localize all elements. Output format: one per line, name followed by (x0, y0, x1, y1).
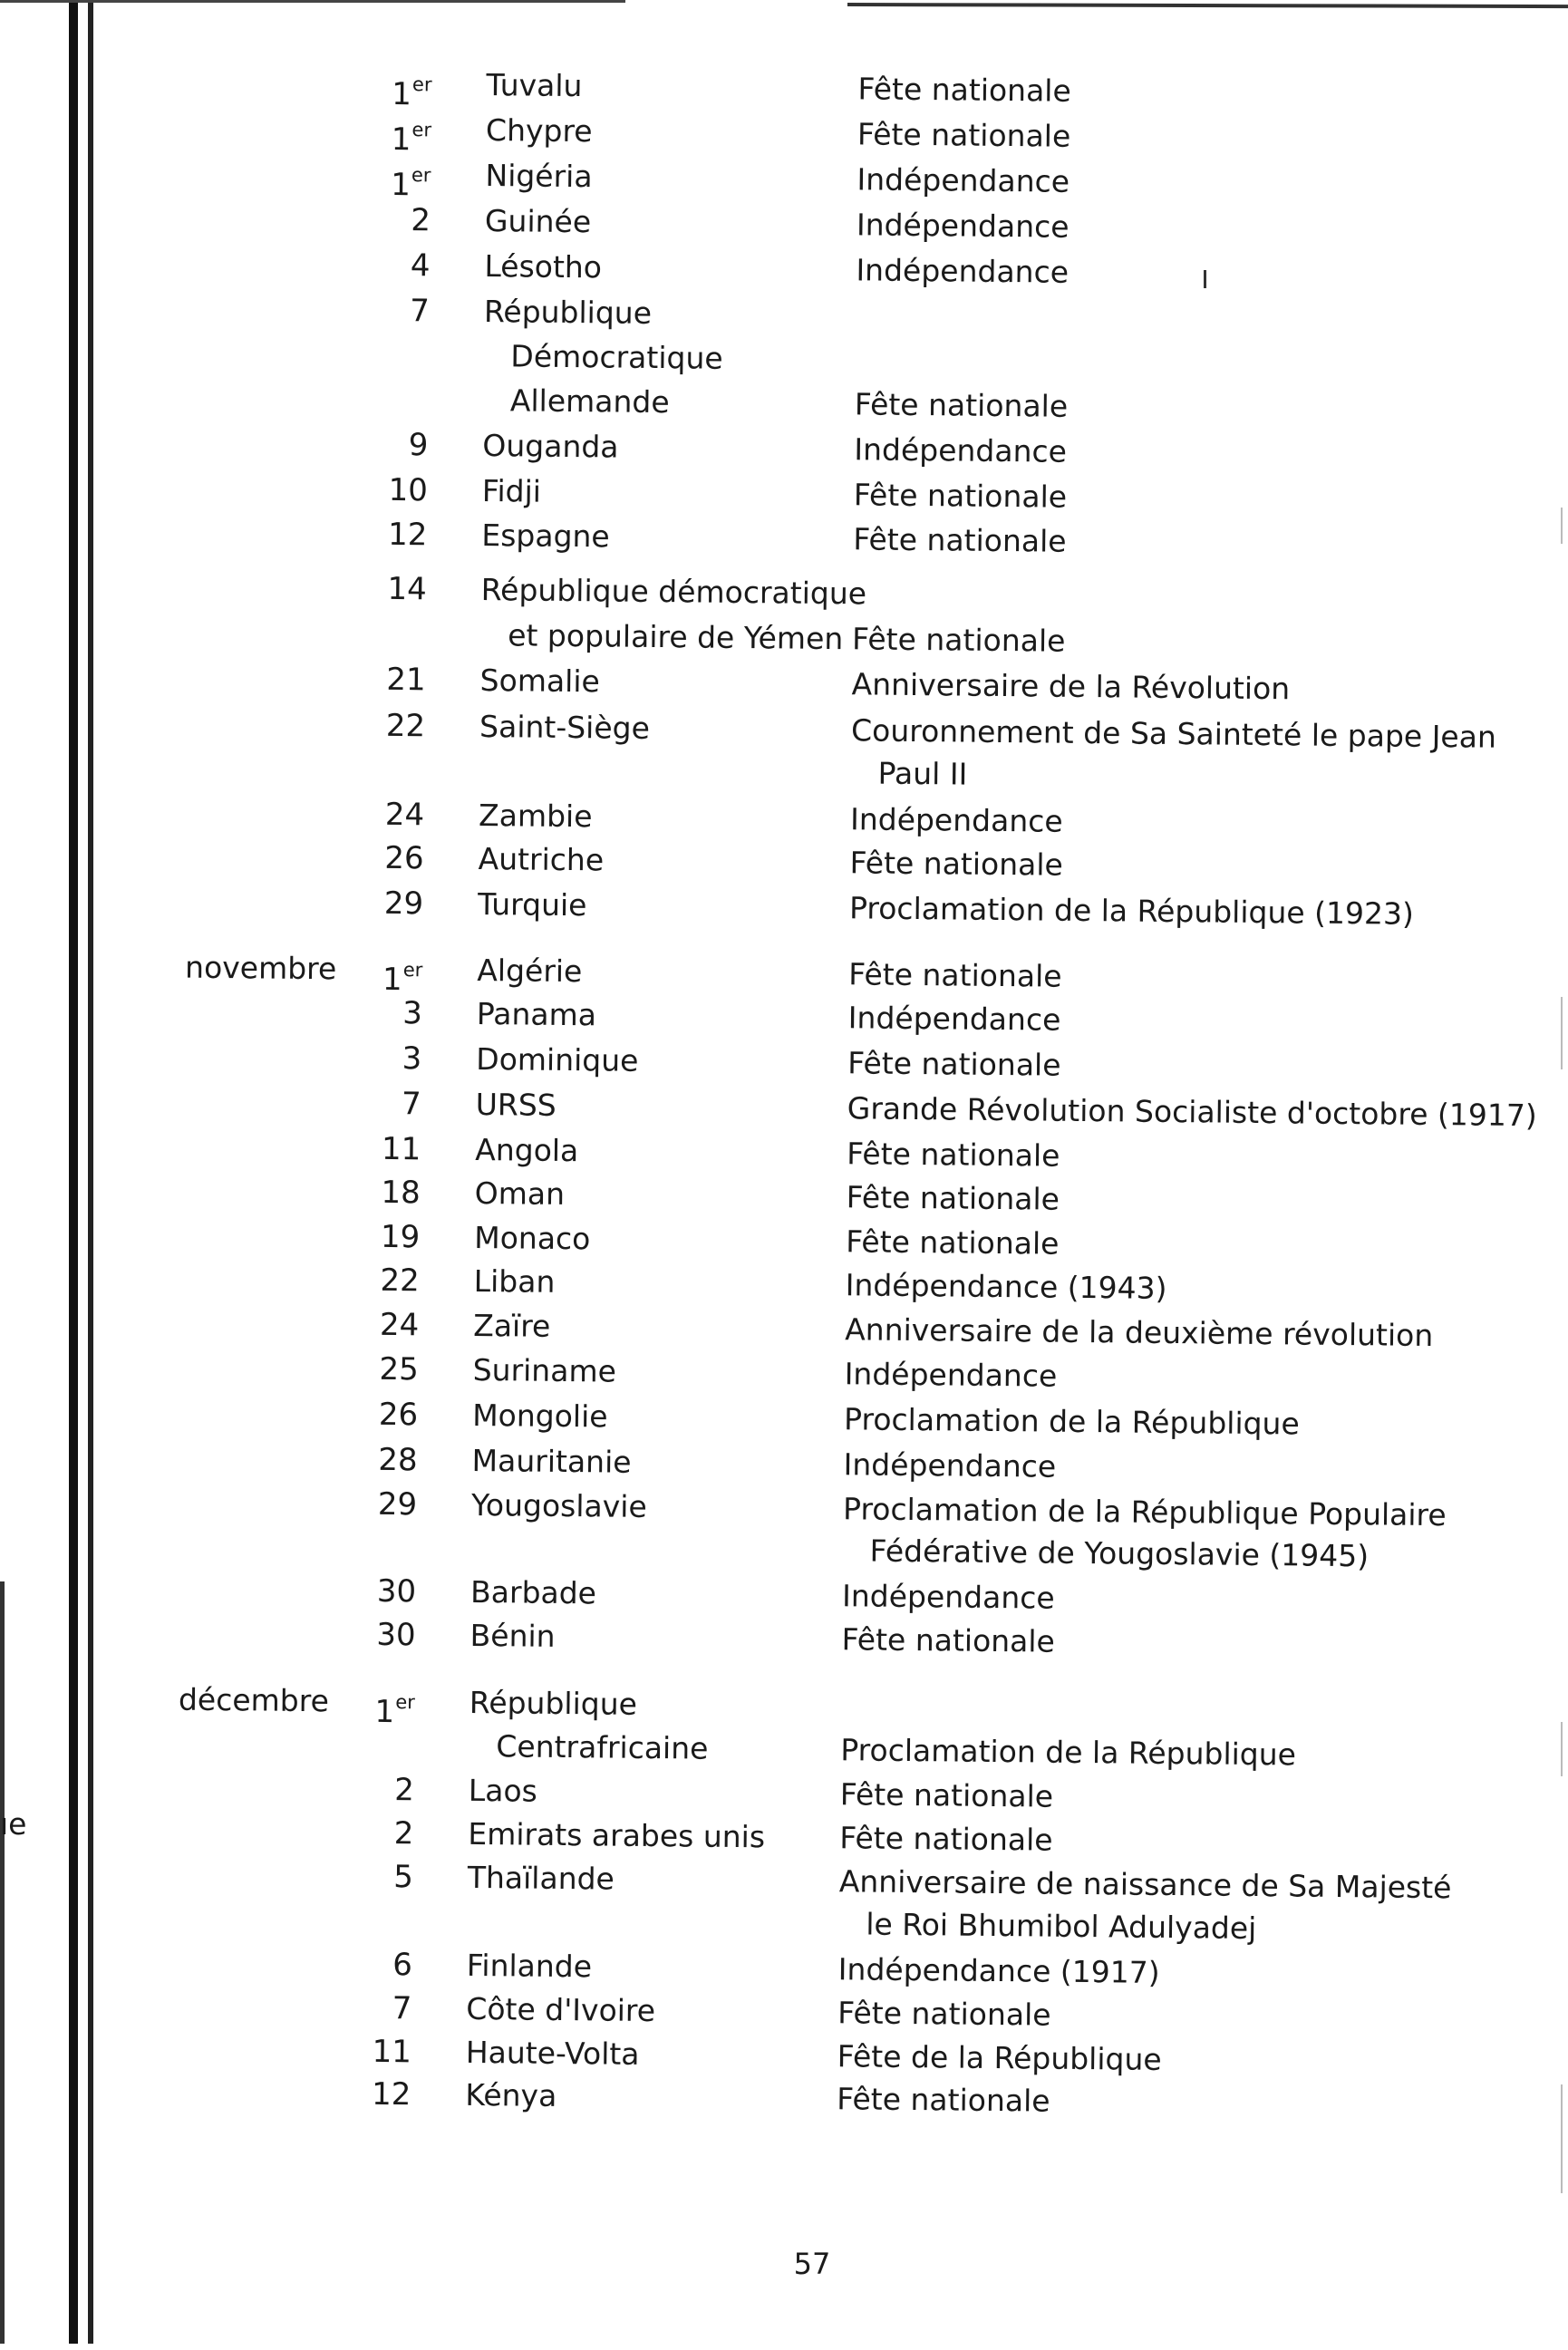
day-cell (340, 566, 427, 612)
country-name: Algérie (477, 952, 583, 990)
day-cell (344, 197, 431, 243)
country-name: Monaco (474, 1219, 591, 1257)
day-ordinal-suffix: er (411, 119, 432, 141)
event-description: Indépendance (849, 801, 1063, 839)
event-description: Fête nationale (847, 1136, 1060, 1174)
day-cell (344, 287, 431, 334)
day-number: 26 (378, 1396, 419, 1434)
country-name: Somalie (479, 662, 601, 700)
day-cell (344, 242, 431, 288)
day-ordinal-suffix: er (402, 959, 423, 982)
day-cell (331, 1481, 418, 1527)
day-number: 30 (376, 1572, 417, 1610)
country-name: Lésotho (484, 248, 603, 285)
event-description: Indépendance (856, 207, 1070, 245)
event-description: Proclamation de la République (843, 1401, 1300, 1442)
event-description: Fête nationale (837, 1995, 1051, 2033)
event-description: Fête nationale (854, 386, 1069, 424)
event-description: Fête nationale (841, 1621, 1056, 1659)
month-label: novembre (184, 949, 337, 987)
country-name: Finlande (466, 1947, 593, 1985)
event-description: Indépendance (841, 1578, 1055, 1616)
day-number: 19 (380, 1218, 421, 1256)
day-number: 2 (393, 1815, 414, 1852)
event-description: Anniversaire de la deuxième révolution (844, 1311, 1434, 1354)
event-description: Fête nationale (848, 956, 1062, 994)
day-number: 5 (392, 1859, 414, 1896)
day-number: 1 (382, 961, 402, 999)
event-description: Fête de la République (837, 2038, 1162, 2077)
event-description: Indépendance (857, 161, 1070, 199)
event-description: Fête nationale (857, 71, 1071, 109)
event-description: Indépendance (847, 1000, 1061, 1038)
event-description: Fête nationale (846, 1179, 1060, 1217)
event-description: le Roi Bhumibol Adulyadej (866, 1906, 1257, 1947)
day-number: 18 (381, 1174, 421, 1212)
day-cell (333, 1301, 420, 1348)
country-name: Tuvalu (486, 67, 583, 104)
country-name: Ouganda (482, 428, 619, 465)
event-description: Fédérative de Yougoslavie (1945) (869, 1533, 1370, 1574)
country-name: Saint-Siège (479, 709, 651, 746)
event-description: Indépendance (1943) (845, 1267, 1167, 1306)
edge-speck (1561, 2084, 1563, 2193)
day-number: 3 (402, 1040, 422, 1078)
day-cell (330, 1568, 417, 1614)
event-description: Fête nationale (839, 1776, 1054, 1814)
country-name: Haute-Volta (465, 2034, 640, 2072)
day-cell (326, 1941, 413, 1987)
day-number: 2 (411, 202, 431, 239)
day-cell (338, 791, 425, 837)
day-number: 25 (379, 1350, 419, 1388)
day-cell (325, 1985, 412, 2031)
country-name: Turquie (477, 885, 587, 924)
event-description: Proclamation de la République (840, 1732, 1297, 1773)
day-cell (332, 1346, 419, 1392)
event-description: Fête nationale (853, 521, 1067, 559)
event-description: Anniversaire de naissance de Sa Majesté (838, 1863, 1452, 1906)
event-description: Proclamation de la République (1923) (848, 890, 1415, 932)
country-name: Panama (476, 995, 597, 1033)
country-name: Autriche (478, 840, 605, 878)
day-ordinal-suffix: er (411, 73, 432, 96)
country-name: Kénya (465, 2076, 557, 2113)
country-name: Mongolie (471, 1397, 608, 1435)
day-number: 9 (408, 427, 429, 464)
day-cell (333, 1257, 420, 1303)
day-number: 26 (384, 839, 424, 877)
day-cell (327, 1853, 414, 1900)
day-cell (337, 880, 424, 926)
event-description: Grande Révolution Socialiste d'octobre (1917) (847, 1090, 1537, 1134)
country-name: Thaïlande (467, 1859, 615, 1897)
day-number: 29 (377, 1485, 418, 1523)
day-cell (325, 2028, 412, 2074)
page-number: 57 (793, 2247, 831, 2281)
day-cell (342, 467, 429, 513)
event-description: Indépendance (843, 1446, 1057, 1484)
day-number: 3 (402, 995, 423, 1032)
day-number: 11 (372, 2033, 412, 2071)
day-cell (339, 656, 426, 702)
day-number: 6 (392, 1947, 413, 1984)
event-description: Indépendance (1917) (837, 1951, 1160, 1990)
day-cell (335, 1035, 422, 1081)
day-number: 29 (383, 885, 424, 923)
day-number: 10 (388, 471, 429, 509)
event-description: Couronnement de Sa Sainteté le pape Jean (850, 712, 1497, 755)
country-name: URSS (475, 1086, 557, 1123)
event-description: Indépendance (856, 252, 1070, 290)
country-name: Laos (468, 1772, 538, 1809)
day-cell (341, 511, 428, 557)
event-description: Anniversaire de la Révolution (851, 666, 1291, 707)
country-name: et populaire de Yémen (507, 617, 844, 657)
event-description: Fête nationale (857, 116, 1071, 154)
country-name: Bénin (469, 1617, 556, 1654)
day-number: 7 (392, 1990, 412, 2027)
day-number: 14 (387, 570, 427, 608)
event-description: Paul II (877, 755, 968, 792)
day-cell (334, 1214, 421, 1260)
event-description: Fête nationale (849, 845, 1064, 883)
day-number: 11 (381, 1130, 421, 1168)
day-cell (331, 1436, 418, 1483)
day-cell (336, 990, 423, 1036)
country-name: Zambie (478, 797, 593, 835)
country-name: Espagne (481, 517, 610, 555)
day-number: 1 (374, 1693, 395, 1731)
day-cell (335, 1080, 422, 1127)
day-number: 22 (380, 1262, 420, 1300)
day-ordinal-suffix: er (411, 164, 431, 187)
day-number: 12 (371, 2075, 411, 2113)
day-number: 1 (392, 75, 412, 113)
day-number: 30 (376, 1616, 416, 1654)
day-number: 24 (384, 796, 425, 834)
country-name: République (469, 1684, 638, 1722)
day-cell (329, 1611, 416, 1658)
day-number: 21 (386, 661, 426, 699)
day-cell (342, 421, 429, 468)
country-name: Zaïre (473, 1307, 551, 1344)
country-name: Démocratique (510, 338, 723, 376)
country-name: Centrafricaine (496, 1728, 709, 1766)
country-name: Liban (473, 1262, 556, 1300)
country-name: Dominique (476, 1040, 639, 1078)
margin-text-fragment: ıe (0, 1806, 27, 1842)
country-name: Nigéria (485, 158, 593, 195)
event-description: Indépendance (854, 431, 1068, 469)
day-number: 1 (391, 121, 411, 159)
event-description: Fête nationale (839, 1820, 1053, 1858)
day-number: 12 (387, 516, 428, 554)
event-description: Fête nationale (837, 2081, 1050, 2119)
day-cell (327, 1810, 414, 1856)
event-description: Fête nationale (853, 477, 1068, 515)
day-number: 1 (390, 166, 411, 204)
month-label: décembre (178, 1681, 330, 1719)
event-description: Fête nationale (847, 1045, 1061, 1083)
country-name: Chypre (485, 112, 593, 150)
event-description: Fête nationale (846, 1223, 1060, 1262)
day-number: 7 (401, 1086, 421, 1123)
country-name: Fidji (481, 473, 542, 509)
day-ordinal-suffix: er (395, 1691, 415, 1714)
event-description: Fête nationale (851, 621, 1066, 659)
country-name: République (483, 294, 653, 331)
country-name: Angola (475, 1131, 579, 1169)
event-description: Indépendance (844, 1356, 1058, 1394)
day-cell (324, 2071, 411, 2117)
day-number: 4 (410, 247, 431, 285)
country-name: Allemande (509, 382, 670, 421)
day-cell (337, 835, 424, 881)
day-number: 22 (385, 707, 426, 745)
country-name: République démocratique (480, 572, 867, 612)
country-name: Yougoslavie (470, 1486, 647, 1524)
day-cell (332, 1391, 419, 1437)
day-cell (334, 1169, 421, 1215)
country-name: Emirats arabes unis (468, 1815, 766, 1855)
event-description: Proclamation de la République Populaire (842, 1491, 1447, 1533)
country-name: Mauritanie (471, 1442, 632, 1480)
day-cell (339, 702, 426, 749)
day-cell (328, 1766, 415, 1813)
day-cell (334, 1126, 421, 1172)
day-number: 28 (378, 1441, 418, 1479)
day-number: 7 (410, 293, 431, 330)
day-number: 24 (379, 1306, 420, 1344)
country-name: Barbade (469, 1573, 597, 1611)
country-name: Suriname (472, 1351, 617, 1389)
country-name: Côte d'Ivoire (466, 1990, 656, 2029)
day-number: 2 (393, 1772, 415, 1809)
country-name: Guinée (484, 203, 592, 240)
country-name: Oman (474, 1175, 566, 1213)
